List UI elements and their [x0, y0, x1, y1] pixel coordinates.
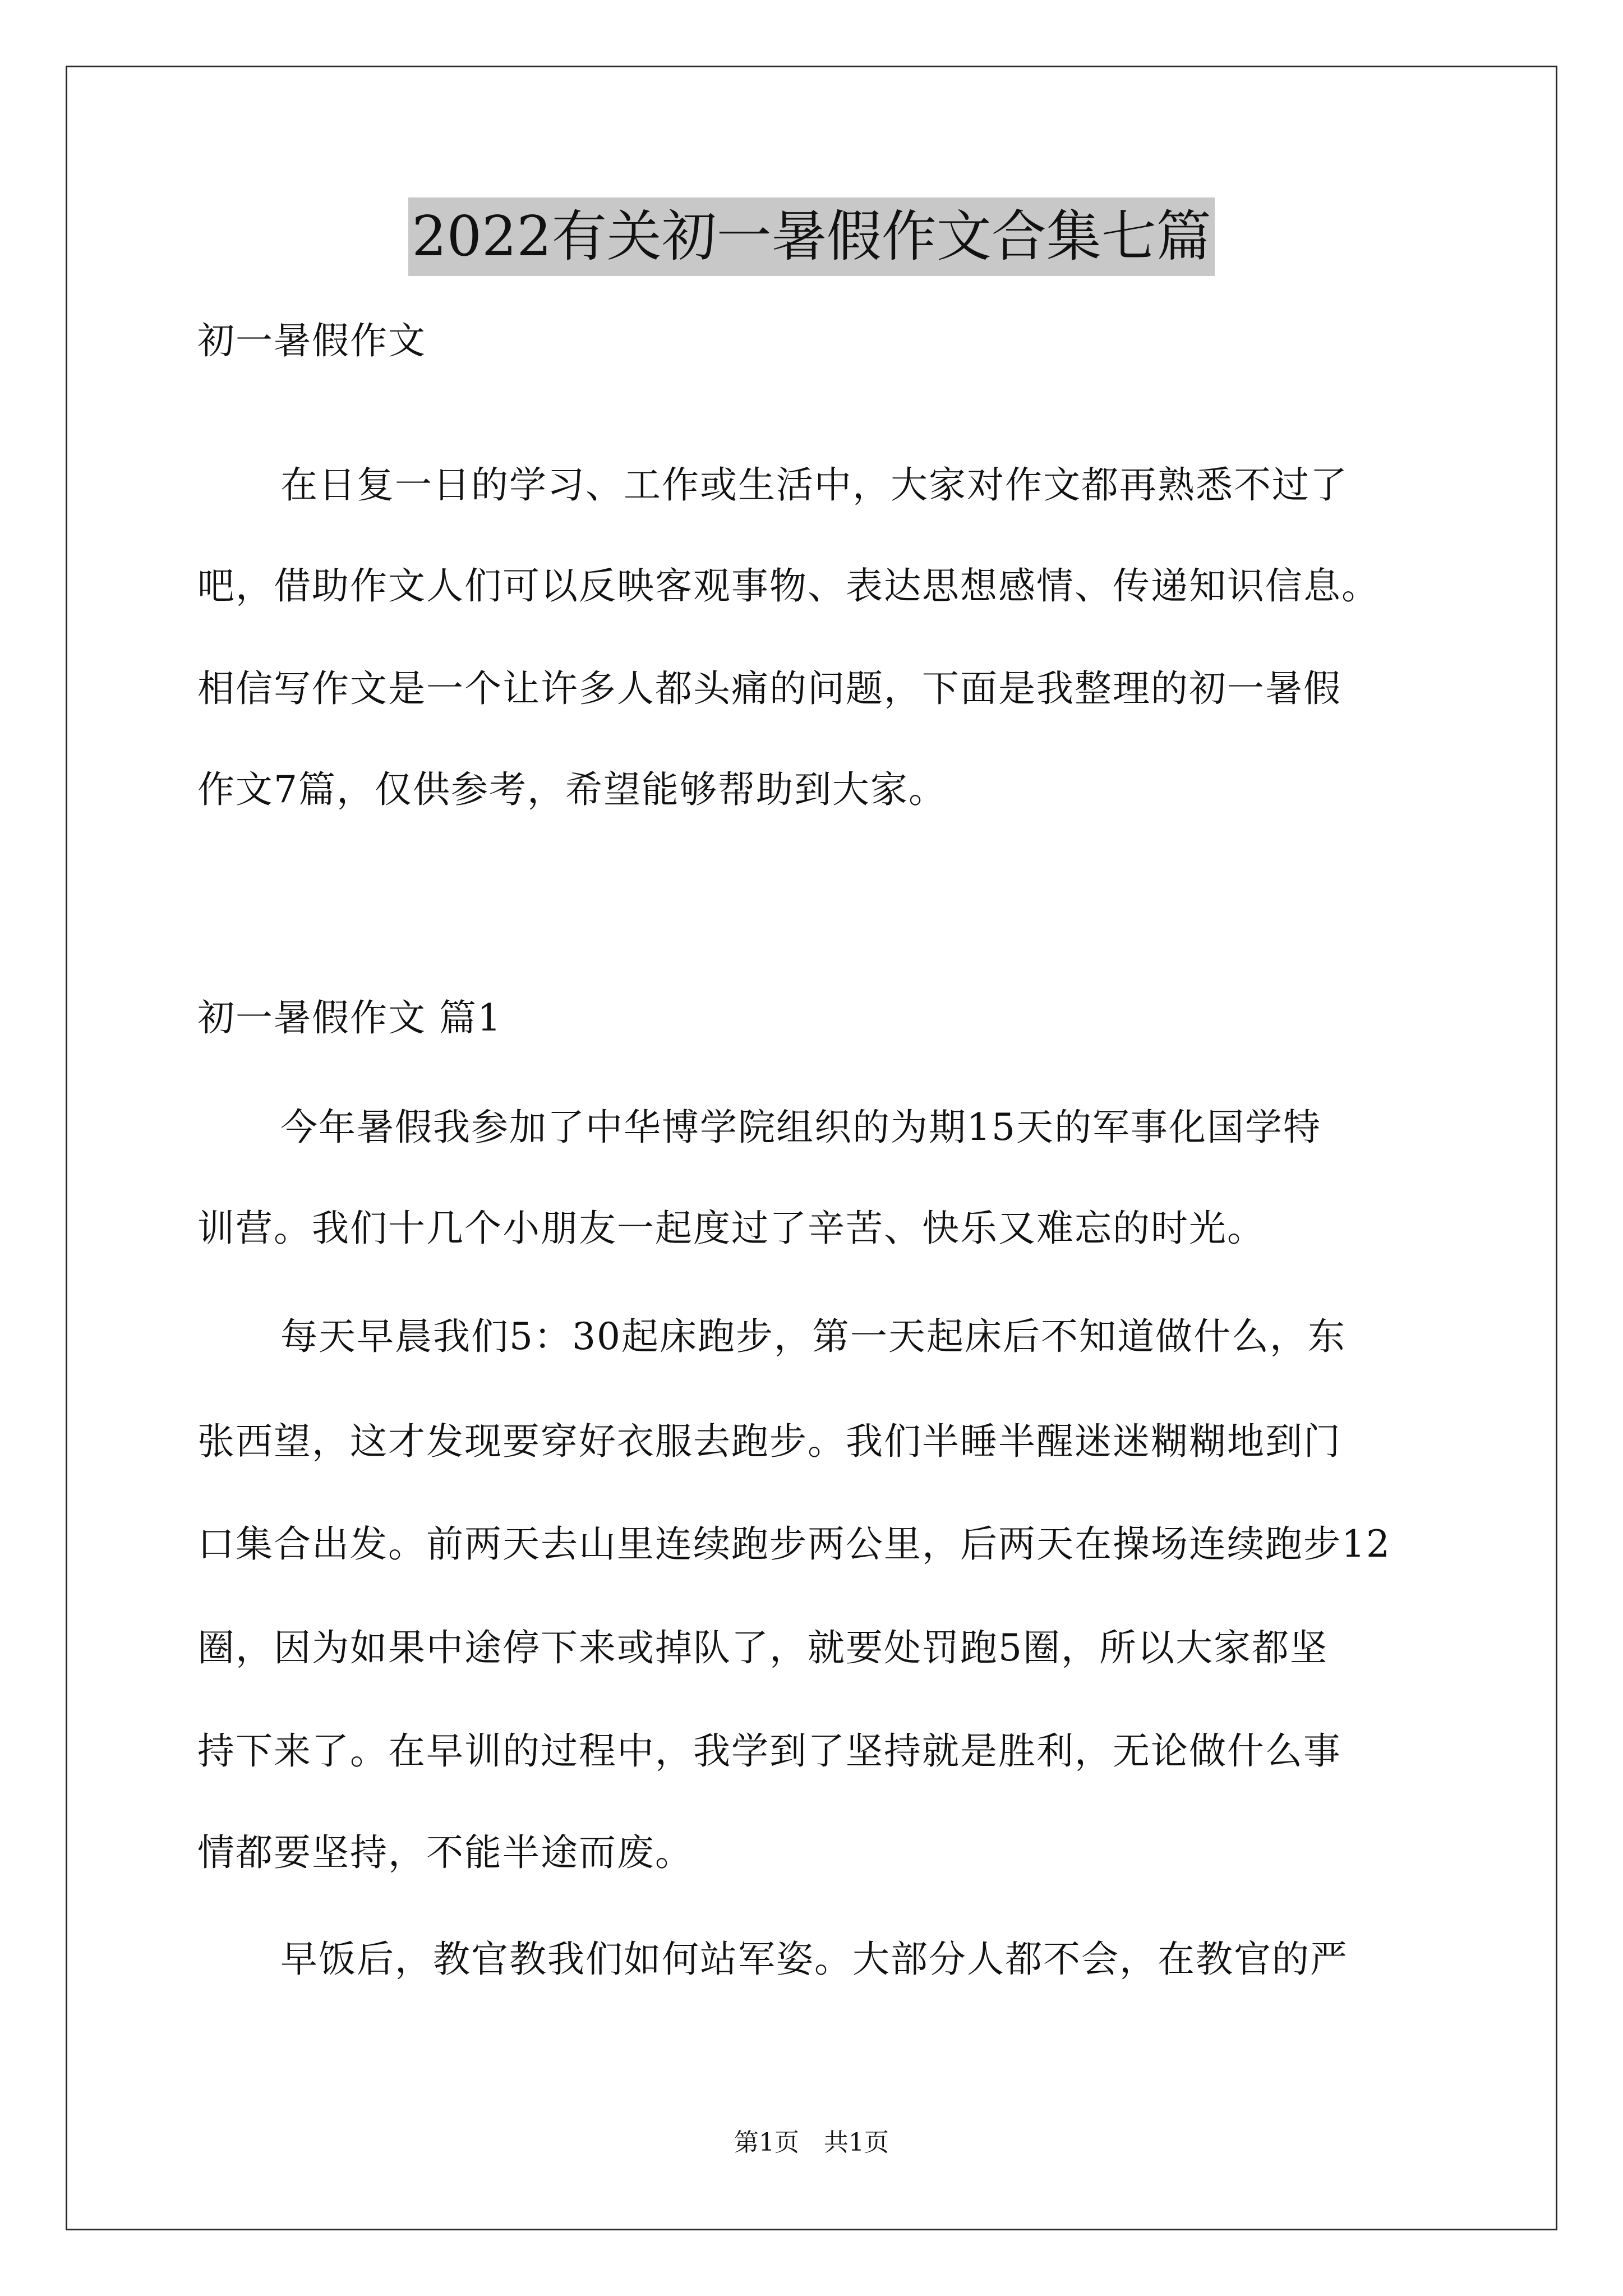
section-heading: 初一暑假作文 篇1: [197, 996, 502, 1039]
paragraph-line: 持下来了。在早训的过程中，我学到了坚持就是胜利，无论做什么事: [197, 1729, 1341, 1773]
paragraph-line: 在日复一日的学习、工作或生活中，大家对作文都再熟悉不过了: [280, 463, 1348, 507]
document-title: 2022有关初一暑假作文合集七篇: [408, 197, 1214, 276]
title-container: [0, 197, 1623, 276]
paragraph-line: 训营。我们十几个小朋友一起度过了辛苦、快乐又难忘的时光。: [197, 1207, 1265, 1250]
paragraph-line: 吧，借助作文人们可以反映客观事物、表达思想感情、传递知识信息。: [197, 564, 1380, 608]
paragraph-line: 作文7篇，仅供参考，希望能够帮助到大家。: [197, 768, 947, 811]
paragraph-line: 圈，因为如果中途停下来或掉队了，就要处罚跑5圈，所以大家都坚: [197, 1626, 1328, 1669]
paragraph-line: 口集合出发。前两天去山里连续跑步两公里，后两天在操场连续跑步12: [197, 1522, 1391, 1566]
paragraph-line: 今年暑假我参加了中华博学院组织的为期15天的军事化国学特: [280, 1106, 1321, 1149]
section-heading: 初一暑假作文: [197, 319, 426, 362]
paragraph-line: 相信写作文是一个让许多人都头痛的问题，下面是我整理的初一暑假: [197, 667, 1341, 710]
paragraph-line: 张西望，这才发现要穿好衣服去跑步。我们半睡半醒迷迷糊糊地到门: [197, 1420, 1341, 1463]
page-footer: 第1页 共1页: [734, 2128, 889, 2157]
paragraph-line: 情都要坚持，不能半途而废。: [197, 1831, 693, 1874]
paragraph-line: 每天早晨我们5：30起床跑步，第一天起床后不知道做什么，东: [280, 1315, 1346, 1358]
paragraph-line: 早饭后，教官教我们如何站军姿。大部分人都不会，在教官的严: [280, 1938, 1348, 1981]
